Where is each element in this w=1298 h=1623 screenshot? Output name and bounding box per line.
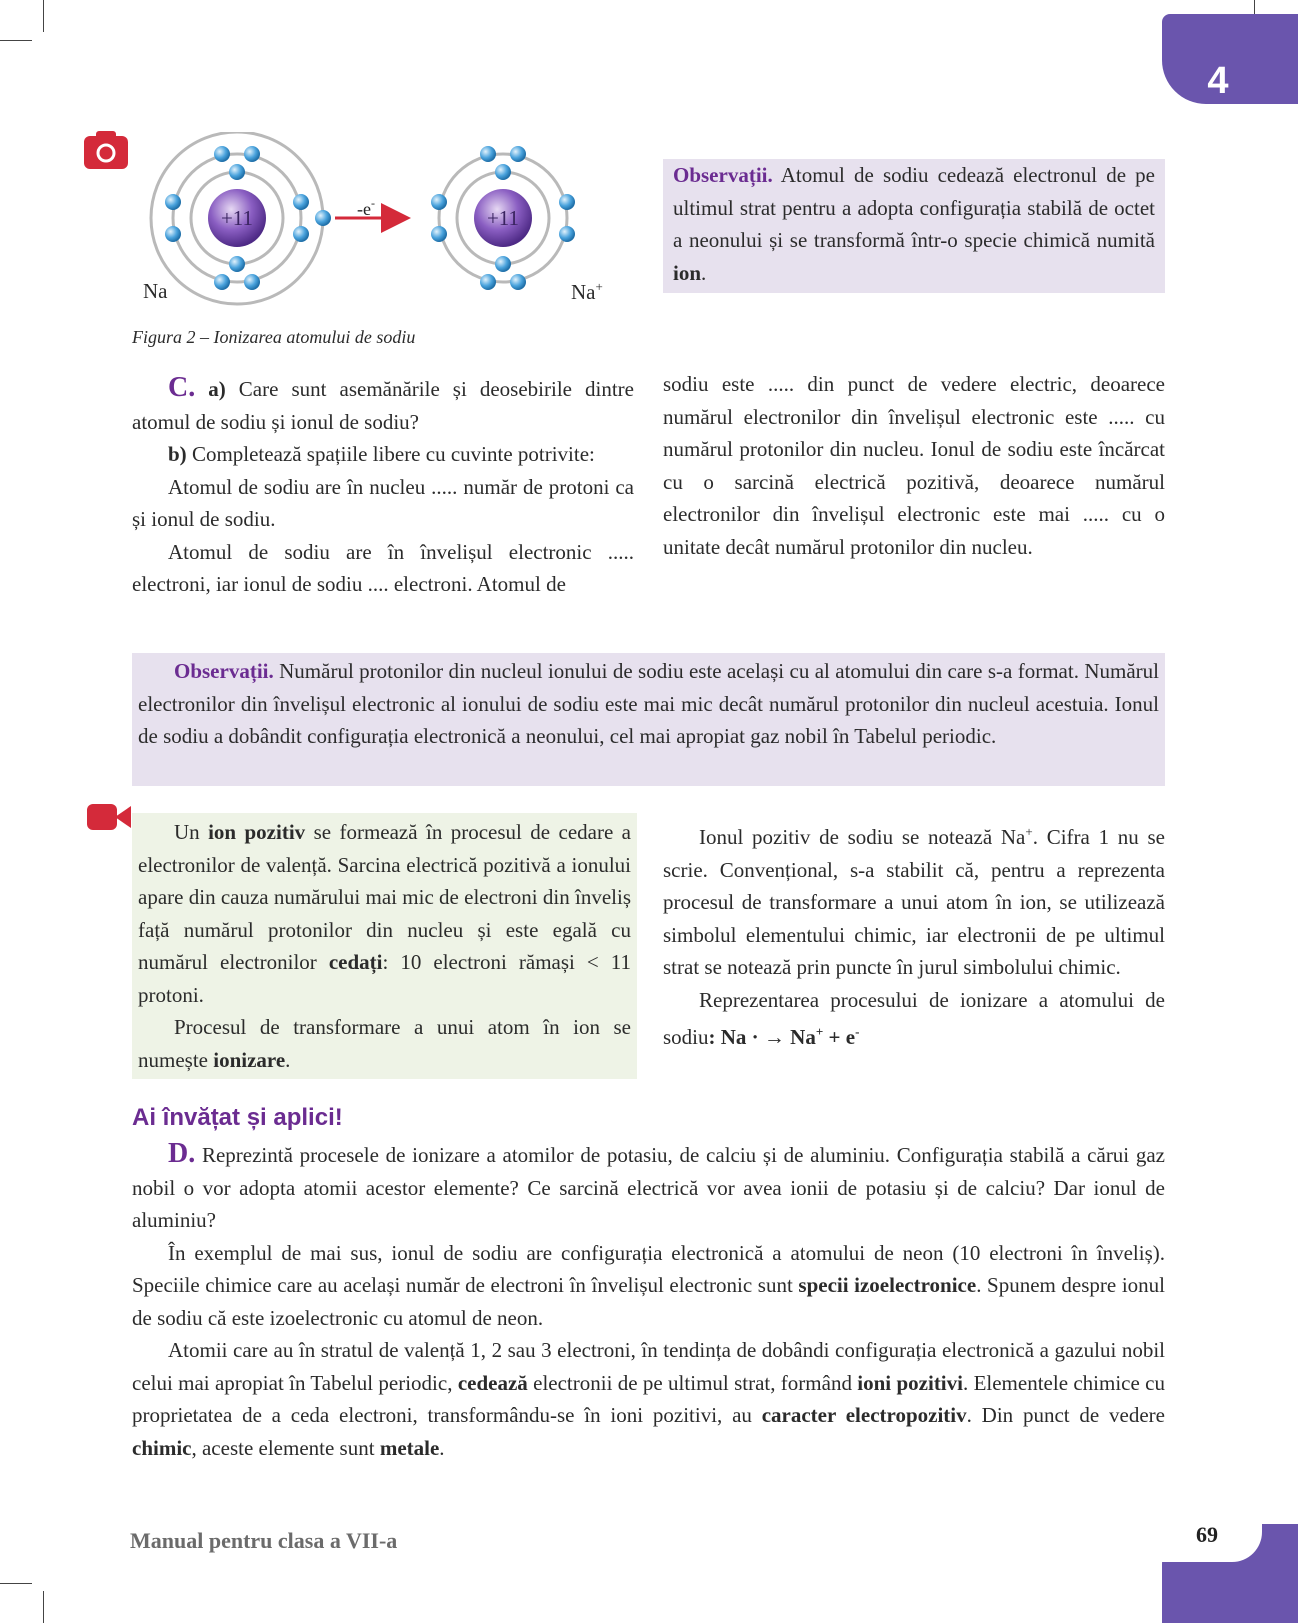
metals-e: . Elementele chimice cu proprietatea de a ceda electroni, transformându-se în ioni pozitivi, au	[132, 1370, 1165, 1427]
representation-text: Reprezentarea procesului de ionizare a atomului de sodiu	[663, 987, 1165, 1049]
ion-text-e: : 10 electroni rămași < 11 protoni.	[138, 950, 631, 1007]
svg-text:-e-	[357, 196, 375, 219]
task-d-text: Reprezintă procesele de ionizare a atomilor de potasiu, de calciu și de aluminiu. Configurația stabilă a cărui gaz nobil o vor adopta atomii acestor elemente? Ce sarcină electrică vor avea ionii de potasiu și de calciu? Dar ionul de aluminiu?	[132, 1143, 1165, 1232]
question-b-label: b)	[168, 442, 187, 466]
camera-icon	[84, 131, 128, 169]
metals-paragraph	[132, 1334, 1165, 1464]
notation-sup: +	[1025, 824, 1033, 839]
notation-text-a: Ionul pozitiv de sodiu se notează Na	[699, 825, 1026, 849]
observation-text: Atomul de sodiu cedează electronul de pe ultimul strat pentru a adopta configurația stabilă de octet a neonului și se transformă într-o specie chimică numită	[673, 163, 1155, 252]
metals-k: .	[439, 1435, 445, 1460]
notation-paragraph	[663, 816, 1165, 984]
right-nucleus-label: +11	[486, 206, 520, 230]
apply-section	[132, 1138, 1165, 1464]
observation-title: Observații.	[673, 163, 773, 187]
iso-bold: specii izoelectronice	[798, 1273, 977, 1297]
question-a-label: a)	[208, 377, 226, 401]
equation-b: + e	[823, 1025, 856, 1049]
question-a-text: Care sunt asemănările și deosebirile dintre atomul de sodiu și ionul de sodiu?	[132, 377, 634, 434]
crop-mark	[43, 1591, 44, 1623]
positive-ion-box	[132, 813, 637, 1079]
observation-end: .	[701, 260, 707, 285]
chapter-number: 4	[1207, 60, 1229, 102]
section-c-right: sodiu este ..... din punct de vedere electric, deoarece numărul electronilor din învelișul electronic este ..... cu numărul protonilor din nucleu. Ionul de sodiu este încărcat cu o sarcină electrică pozitivă, deoarece numărul electronilor din învelișul electronic este mai ..... cu o unitate decât numărul protonilor din nucleu.	[663, 372, 1165, 559]
ionization-text-a: Procesul de transformare a unui atom în ion se numește	[138, 1015, 631, 1072]
na-ion-label	[571, 279, 603, 305]
question-a	[132, 372, 634, 438]
figure-caption: Figura 2 – Ionizarea atomului de sodiu	[132, 327, 416, 347]
apply-heading: Ai învățat și aplici!	[132, 1104, 343, 1131]
equation-a: : Na · → Na	[708, 1025, 816, 1049]
ionization-diagram	[130, 132, 630, 322]
notation-text-b: . Cifra 1 nu se scrie. Convențional, s-a stabilit că, pentru a reprezenta procesul de transformare a unui atom în ion, se utilizează simbolul elementului chimic, iar electronii de pe ultimul strat se notează prin puncte în jurul simbolului chimic.	[663, 825, 1165, 979]
ionization-end: .	[285, 1047, 291, 1072]
observation-box-1	[663, 159, 1165, 293]
section-c-marker: C.	[168, 372, 196, 403]
arrow-label: -e	[357, 199, 371, 219]
iso-text-a: În exemplul de mai sus, ionul de sodiu are configurația electronică a atomului de neon (10 electroni în înveliș). Speciile chimice care au același număr de electroni în învelișul electronic sunt	[132, 1240, 1165, 1297]
equation	[709, 1025, 860, 1049]
isoelectronic-paragraph	[132, 1237, 1165, 1335]
metals-a: Atomii care au în stratul de valență 1, 2 sau 3 electroni, în tendința de dobândi configurația electronică a gazului nobil celui mai apropiat în Tabelul periodic,	[132, 1338, 1165, 1395]
ion-text-c: se formează în procesul de cedare a electronilor de valență. Sarcina electrică pozitivă a ionului apare din cauza numărului mai mic de electroni din înveliș față numărul protonilor din nucleu și este egală cu numărul electronilor	[138, 820, 631, 974]
video-camera-icon	[87, 802, 131, 832]
ionization-representation	[663, 984, 1165, 1054]
positive-ion-paragraph	[138, 816, 631, 1011]
page-number: 69	[1196, 1522, 1218, 1547]
arrow-label-sup: -	[370, 196, 375, 210]
ion-bold-d: cedați	[328, 950, 383, 974]
metals-b: cedează	[457, 1370, 528, 1395]
notation-column	[663, 816, 1165, 1054]
metals-i: , aceste elemente sunt	[191, 1435, 380, 1460]
book-title: Manual pentru clasa a VII-a	[130, 1528, 398, 1553]
question-b	[132, 438, 634, 471]
task-d-marker: D.	[168, 1138, 196, 1169]
crop-mark	[0, 40, 32, 41]
metals-d: ioni pozitivi	[857, 1370, 963, 1395]
equation-sup1: +	[815, 1024, 824, 1039]
observation-2-text: Numărul protonilor din nucleul ionului de sodiu este același cu al atomului din care s-a format. Numărul electronilor din învelișul electronic al ionului de sodiu este mai mic decât numărul protonilor din nucleul acestuia. Ionul de sodiu a dobândit configurația electronică a neonului, cel mai apropiat gaz nobil în Tabelul periodic.	[138, 659, 1159, 748]
na-label: Na	[143, 279, 168, 303]
observation-bold: ion	[673, 260, 702, 285]
ionization-bold: ionizare	[213, 1047, 286, 1072]
left-nucleus-label: +11	[220, 206, 254, 230]
metals-g: . Din punct de vedere	[966, 1403, 1165, 1427]
ionization-paragraph	[138, 1011, 631, 1076]
section-c-left	[132, 372, 634, 601]
crop-mark	[0, 1583, 32, 1584]
ion-text-a: Un	[174, 820, 209, 844]
metals-f: caracter electropozitiv	[761, 1403, 967, 1427]
ion-bold-b: ion pozitiv	[208, 820, 306, 844]
metals-j: metale	[379, 1435, 440, 1460]
crop-mark	[43, 0, 44, 32]
question-b-text: Completează spațiile libere cu cuvinte potrivite:	[186, 442, 595, 466]
observation-2-title: Observații.	[174, 659, 274, 683]
equation-sup2: -	[855, 1024, 860, 1039]
sodium-ion	[431, 146, 575, 290]
task-d	[132, 1138, 1165, 1237]
metals-h: chimic	[132, 1435, 192, 1460]
metals-c: electronii de pe ultimul strat, formând	[527, 1370, 858, 1395]
fill-line-2: Atomul de sodiu are în învelișul electronic ..... electroni, iar ionul de sodiu .... electroni. Atomul de	[132, 539, 634, 596]
sodium-atom	[151, 132, 331, 304]
observation-box-2	[132, 653, 1165, 786]
na-ion-charge: +	[595, 279, 603, 294]
na-ion-symbol: Na	[571, 280, 596, 304]
fill-line-1: Atomul de sodiu are în nucleu ..... număr de protoni ca și ionul de sodiu.	[132, 474, 634, 531]
iso-text-c: . Spunem despre ionul de sodiu că este izoelectronic cu atomul de neon.	[132, 1273, 1165, 1330]
